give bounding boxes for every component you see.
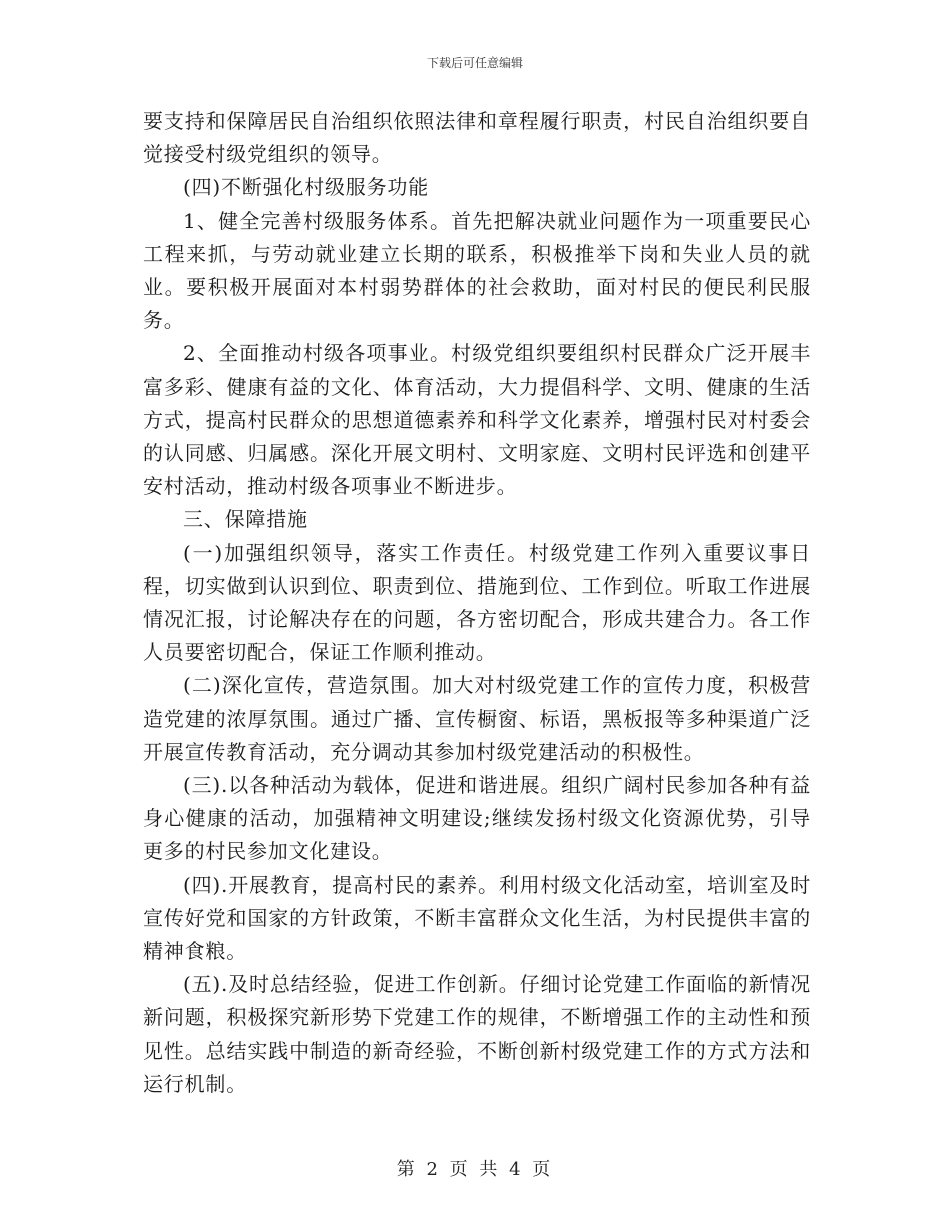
paragraph: (五).及时总结经验，促进工作创新。仔细讨论党建工作面临的新情况新问题，积极探究新形势下党建工作的规律，不断增强工作的主动性和预见性。总结实践中制造的新奇经验，不断创新村级党建工作的方式方法和运行机制。 [143,972,811,1096]
paragraph: (三).以各种活动为载体，促进和谐进展。组织广阔村民参加各种有益身心健康的活动，加强精神文明建设;继续发扬村级文化资源优势，引导更多的村民参加文化建设。 [143,773,811,864]
paragraph: (一)加强组织领导，落实工作责任。村级党建工作列入重要议事日程，切实做到认识到位、职责到位、措施到位、工作到位。听取工作进展情况汇报，讨论解决存在的问题，各方密切配合，形成共建合力。各工作人员要密切配合，保证工作顺利推动。 [143,540,811,665]
paragraph: (四)不断强化村级服务功能 [183,175,430,200]
paragraph: 2、全面推动村级各项事业。村级党组织要组织村民群众广泛开展丰富多彩、健康有益的文化、体育活动，大力提倡科学、文明、健康的生活方式，提高村民群众的思想道德素养和科学文化素养，增强村民对村委会的认同感、归属感。深化开展文明村、文明家庭、文明村民评选和创建平安村活动，推动村级各项事业不断进步。 [143,341,811,499]
page-footer: 第 2 页 共 4 页 [396,1159,554,1180]
page-header: 下载后可任意编辑 [426,56,523,70]
document-body [143,105,811,1101]
paragraph: (二)深化宣传，营造氛围。加大对村级党建工作的宣传力度，积极营造党建的浓厚氛围。通过广播、宣传橱窗、标语，黑板报等多种渠道广泛开展宣传教育活动，充分调动其参加村级党建活动的积极性。 [143,673,811,764]
paragraph: (四).开展教育，提高村民的素养。利用村级文化活动室，培训室及时宣传好党和国家的方针政策，不断丰富群众文化生活，为村民提供丰富的精神食粮。 [143,872,811,964]
paragraph: 要支持和保障居民自治组织依照法律和章程履行职责，村民自治组织要自觉接受村级党组织的领导。 [143,109,811,167]
paragraph: 三、保障措施 [183,507,308,532]
paragraph: 1、健全完善村级服务体系。首先把解决就业问题作为一项重要民心工程来抓，与劳动就业建立长期的联系，积极推举下岗和失业人员的就业。要积极开展面对本村弱势群体的社会救助，面对村民的便民利民服务。 [143,208,811,333]
